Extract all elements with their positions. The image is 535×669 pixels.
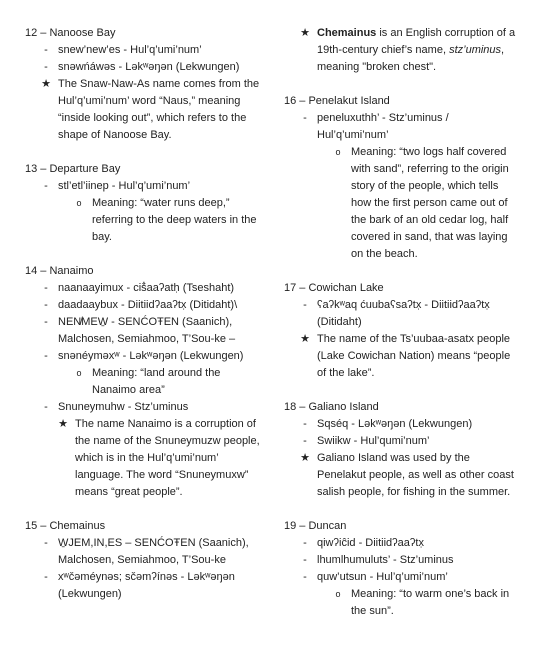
list-item: - quw’utsun - Hul’q’umi’num’ xyxy=(284,569,520,586)
dash-bullet: - xyxy=(44,299,48,311)
dash-bullet: - xyxy=(303,554,307,566)
dash-bullet: - xyxy=(44,401,48,413)
list-item: - W̱JEM,IN,ES – SENĆOŦEN (Saanich), Malchosen, Semiahmoo, T’Sou-ke xyxy=(25,535,265,569)
star-icon: ★ xyxy=(58,418,68,430)
section-cowichan-lake xyxy=(284,280,520,382)
dash-bullet: - xyxy=(303,112,307,124)
section-heading: 15 – Chemainus xyxy=(25,520,106,532)
star-icon: ★ xyxy=(300,333,310,345)
list-item: ★ Chemainus is an English corruption of a 19th-century chief’s name, stz’uminus, meaning "broken chest". xyxy=(300,27,516,73)
list-item: - lhumlhumuluts’ - Stz’uminus xyxy=(284,552,520,569)
list-item: ★ The name of the Ts’uubaa-asatx people (Lake Cowichan Nation) means “people of the lake”. xyxy=(300,333,511,379)
list-item: o Meaning: “water runs deep,” referring to the deep waters in the bay. xyxy=(25,195,265,246)
list-item: - snew’new’es - Hul’q’umi’num’ xyxy=(25,42,265,59)
dash-bullet: - xyxy=(44,44,48,56)
section-heading: 18 – Galiano Island xyxy=(284,401,379,413)
list-item: o Meaning: “land around the Nanaimo area” xyxy=(25,365,265,399)
list-item: - daadaaybux - Diitiidʔaaʔtx̣ (Ditidaht)\ xyxy=(25,297,265,314)
section-chemainus xyxy=(25,518,265,603)
list-item: - ʕaʔkʷaq ćuubaʕsaʔtx̣ - Diitiidʔaaʔtx̣ (Ditidaht) xyxy=(284,297,520,331)
list-item: o Meaning: “to warm one’s back in the sun”. xyxy=(284,586,520,620)
section-heading: 17 – Cowichan Lake xyxy=(284,282,384,294)
dash-bullet: - xyxy=(44,537,48,549)
section-heading: 19 – Duncan xyxy=(284,520,347,532)
dash-bullet: - xyxy=(44,282,48,294)
section-heading: 13 – Departure Bay xyxy=(25,163,121,175)
list-item: - stl’etl’iinep - Hul’q’umi’num’ xyxy=(25,178,265,195)
left-column xyxy=(25,25,265,620)
dash-bullet: - xyxy=(44,61,48,73)
dash-bullet: - xyxy=(44,350,48,362)
section-heading: 12 – Nanoose Bay xyxy=(25,27,116,39)
list-item: ★ The name Nanaimo is a corruption of the name of the Snuneymuzw people, which is in the Hul’q’umi’num’ language. The word “Snuneymuxw” means “great people”. xyxy=(58,418,260,498)
right-column xyxy=(284,25,520,637)
star-icon: ★ xyxy=(300,452,310,464)
dash-bullet: - xyxy=(303,299,307,311)
circle-bullet-icon: o xyxy=(335,147,341,157)
list-item: - snəwńáwəs - Ləkʷəŋən (Lekwungen) xyxy=(25,59,265,76)
section-departure-bay xyxy=(25,161,265,246)
list-item: - NEN̸MEW̱ - SENĆOŦEN (Saanich), Malchosen, Semiahmoo, T’Sou-ke – xyxy=(25,314,265,348)
dash-bullet: - xyxy=(44,571,48,583)
section-heading: 16 – Penelakut Island xyxy=(284,95,390,107)
star-icon: ★ xyxy=(300,27,310,39)
section-duncan xyxy=(284,518,520,620)
list-item: - Snuneymuhw - Stz’uminus xyxy=(25,399,265,416)
dash-bullet: - xyxy=(44,180,48,192)
circle-bullet-icon: o xyxy=(335,589,341,599)
section-heading: 14 – Nanaimo xyxy=(25,265,94,277)
list-item: - xʷčəméynəs; sčəmʔínəs - Ləkʷəŋən (Lekwungen) xyxy=(25,569,265,603)
list-item: - Sqséq - Ləkʷəŋən (Lekwungen) xyxy=(284,416,520,433)
circle-bullet-icon: o xyxy=(76,368,82,378)
section-nanaimo xyxy=(25,263,265,501)
list-item: ★ The Snaw-Naw-As name comes from the Hul’q’umi’num’ word “Naus,” meaning “inside looking out”, which refers to the shape of Nanoose Bay. xyxy=(41,78,260,141)
list-item: - peneluxuthh’ - Stz’uminus / Hul’q’umi’num’ xyxy=(284,110,520,144)
dash-bullet: - xyxy=(303,418,307,430)
dash-bullet: - xyxy=(303,537,307,549)
list-item: - naanaayimux - ciš̓aaʔatḥ (Tseshaht) xyxy=(25,280,265,297)
section-chemainus-note xyxy=(284,25,520,76)
dash-bullet: - xyxy=(303,435,307,447)
list-item: - qiwʔiĉid - Diitiidʔaaʔtx̣ xyxy=(284,535,520,552)
circle-bullet-icon: o xyxy=(76,198,82,208)
list-item: - snənéyməxʷ - Ləkʷəŋən (Lekwungen) xyxy=(25,348,265,365)
section-nanoose-bay xyxy=(25,25,265,144)
star-icon: ★ xyxy=(41,78,51,90)
section-galiano-island xyxy=(284,399,520,501)
list-item: ★ Galiano Island was used by the Penelakut people, as well as other coast salish people, for fishing in the summer. xyxy=(300,452,514,498)
list-item: o Meaning: “two logs half covered with sand”, referring to the origin story of the people, which tells how the first person came out of the bark of an old cedar log, half covered in sand, that was laying on the beach. xyxy=(284,144,520,263)
section-penelakut-island xyxy=(284,93,520,263)
list-item: - Swiikw - Hul’qumi’num’ xyxy=(284,433,520,450)
dash-bullet: - xyxy=(44,316,48,328)
dash-bullet: - xyxy=(303,571,307,583)
